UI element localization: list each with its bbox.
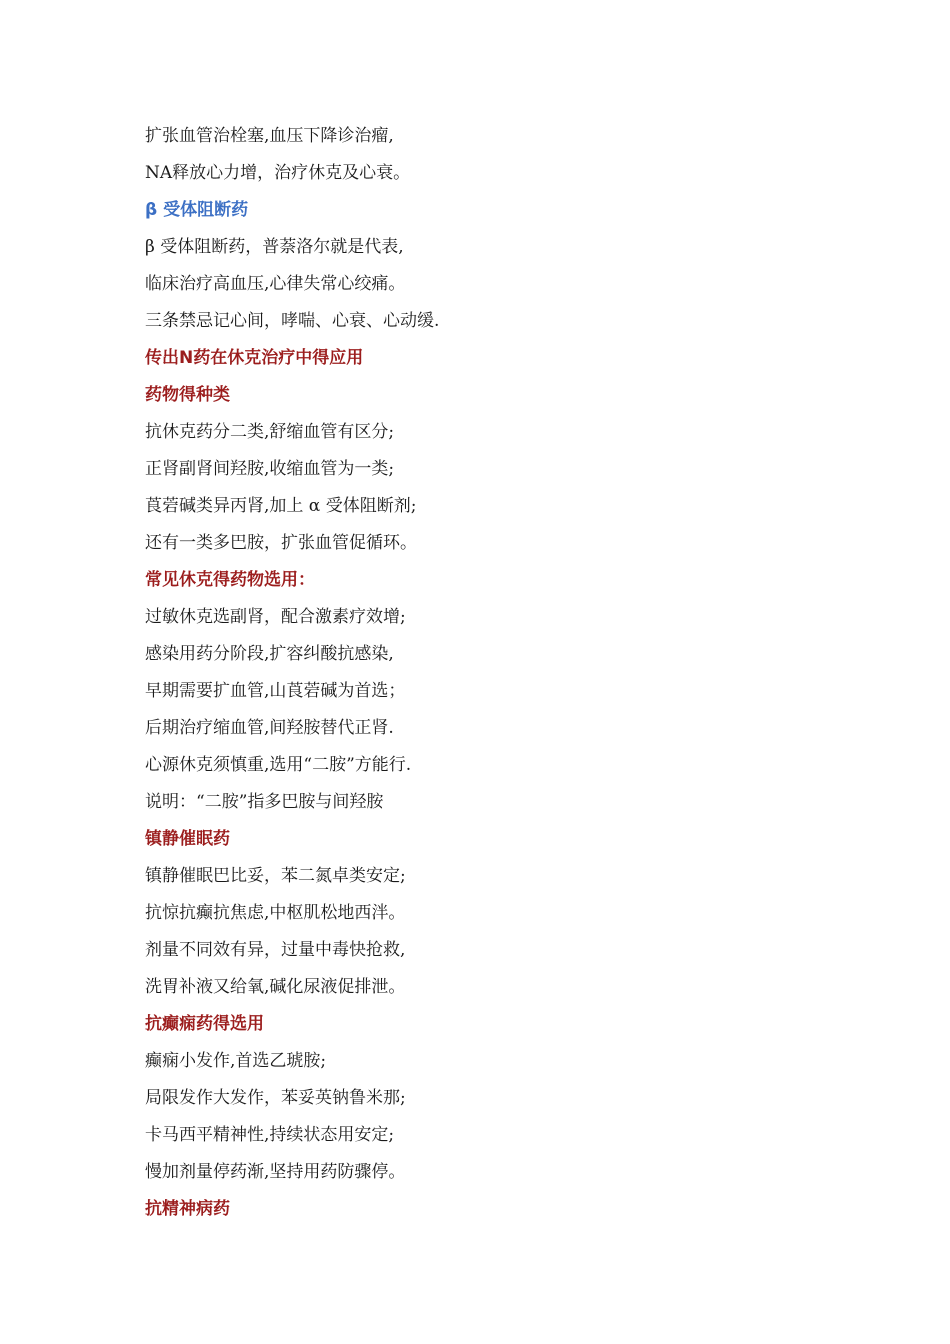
section-heading: 常见休克得药物选用： <box>145 570 315 590</box>
text-line: 洗胃补液又给氧,碱化尿液促排泄。 <box>145 977 406 997</box>
text-line: 早期需要扩血管,山莨菪碱为首选； <box>145 681 406 701</box>
text-line: 莨菪碱类异丙肾,加上 α 受体阻断剂; <box>145 496 417 516</box>
section-heading: 镇静催眠药 <box>145 829 230 849</box>
text-line: 局限发作大发作，苯妥英钠鲁米那; <box>145 1088 406 1108</box>
section-heading: 传出N药在休克治疗中得应用 <box>145 348 364 368</box>
text-line: 剂量不同效有异，过量中毒快抢救, <box>145 940 406 960</box>
text-line: 说明：“二胺”指多巴胺与间羟胺 <box>145 792 384 812</box>
section-heading: 抗精神病药 <box>145 1199 230 1219</box>
text-line: NA释放心力增，治疗休克及心衰。 <box>145 163 411 183</box>
text-line: 抗休克药分二类,舒缩血管有区分; <box>145 422 395 442</box>
text-line: 感染用药分阶段,扩容纠酸抗感染, <box>145 644 394 664</box>
section-heading: 抗癫痫药得选用 <box>145 1014 264 1034</box>
text-line: 抗惊抗癫抗焦虑,中枢肌松地西泮。 <box>145 903 406 923</box>
text-line: 过敏休克选副肾，配合激素疗效增; <box>145 607 406 627</box>
document-page <box>145 118 845 1228</box>
text-line: 扩张血管治栓塞,血压下降诊治瘤, <box>145 126 394 146</box>
section-heading: β 受体阻断药 <box>145 200 249 220</box>
text-line: 癫痫小发作,首选乙琥胺; <box>145 1051 327 1071</box>
text-line: 正肾副肾间羟胺,收缩血管为一类; <box>145 459 395 479</box>
text-line: 临床治疗高血压,心律失常心绞痛。 <box>145 274 406 294</box>
text-line: 三条禁忌记心间，哮喘、心衰、心动缓. <box>145 311 440 331</box>
text-line: 慢加剂量停药渐,坚持用药防骤停。 <box>145 1162 406 1182</box>
text-line: 还有一类多巴胺，扩张血管促循环。 <box>145 533 417 553</box>
text-line: β 受体阻断药，普萘洛尔就是代表, <box>145 237 404 257</box>
text-line: 心源休克须慎重,选用“二胺”方能行. <box>145 755 412 775</box>
text-line: 后期治疗缩血管,间羟胺替代正肾. <box>145 718 394 738</box>
text-line: 卡马西平精神性,持续状态用安定; <box>145 1125 395 1145</box>
text-line: 镇静催眠巴比妥，苯二氮卓类安定; <box>145 866 406 886</box>
section-heading: 药物得种类 <box>145 385 230 405</box>
